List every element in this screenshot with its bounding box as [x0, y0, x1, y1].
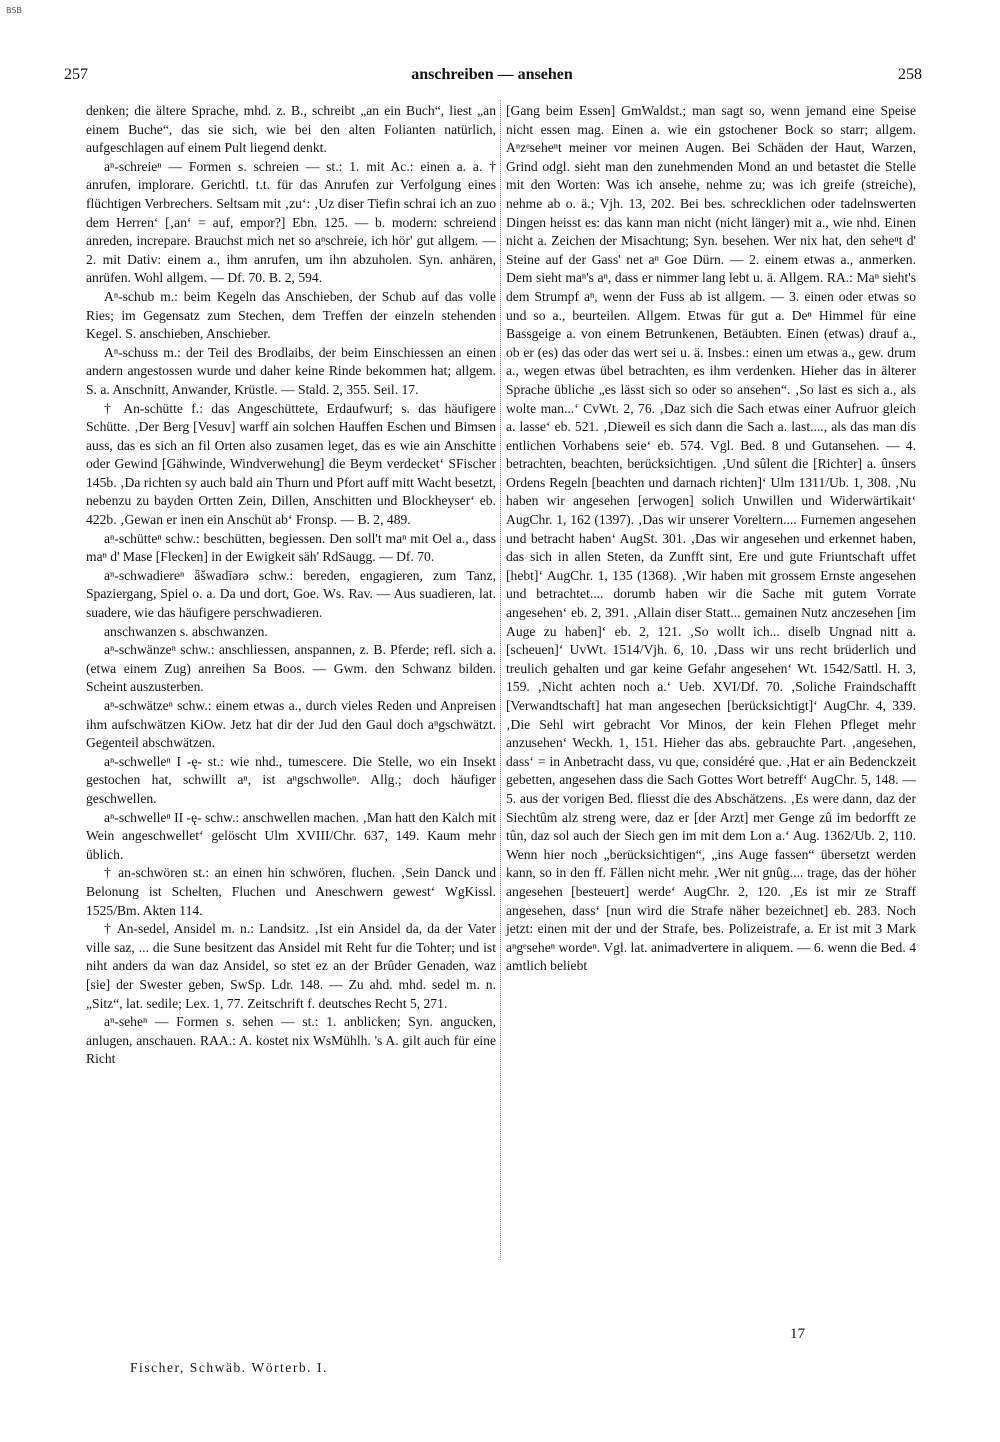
entry-anschreien: aⁿ-schreieⁿ — Formen s. schreien — st.: 1. mit Ac.: einen a. a. † anrufen, implorare. Gerichtl. t.t. für das Anrufen zur Verfolgung eines flüchtigen Verbrechers. Seltsam mit ‚zu‘: ‚Uz diser Tiefin schrai ich an zuo dem Herren‘ [‚an‘ = auf, empor?] Ebn. 125. — b. modern: schreiend anreden, increpare. Brauchst mich net so aⁿschreie, ich hör' gut allgem. — 2. mit Dativ: einem a., ihm anrufen, um ihn abzuholen. Syn. anhären, anrüfen. Wohl allgem. — Df. 70. B. 2, 594. [86, 158, 496, 286]
entry-ansehen: aⁿ-seheⁿ — Formen s. sehen — st.: 1. anblicken; Syn. angucken, anlugen, anschauen. RAA.: A. kostet nix WsMühlh. 's A. gilt auch für eine Richt [86, 1014, 496, 1067]
entry-anschuetten: aⁿ-schütteⁿ schw.: beschütten, begiessen. Den soll't maⁿ mit Oel a., dass maⁿ d' Mase [Flecken] in der Ewigkeit säh' RdSaugg. — Df. 70. [86, 530, 496, 565]
entry-anschwaenzen: aⁿ-schwänzeⁿ schw.: anschliessen, anspannen, z. B. Pferde; refl. sich a. (etwa einem Zug) anreihen Sa Boos. — Gwm. den Schwanz bilden. Scheint auszusterben. [86, 642, 496, 695]
entry-anschub: Aⁿ-schub m.: beim Kegeln das Anschieben, der Schub auf das volle Ries; im Gegensatz zum Stechen, dem Treffen der einzeln stehenden Kegel. S. anschieben, Anschieber. [86, 288, 496, 342]
entry-anschwaetzen: aⁿ-schwätzeⁿ schw.: einem etwas a., durch vieles Reden und Anpreisen ihm aufschwätzen KiOw. Jetz hat dir der Jud den Gaul doch aⁿgschwätzt. Gegenteil abschwätzen. [86, 698, 496, 751]
right-column [506, 102, 916, 976]
entry-anschwadieren: aⁿ-schwadiereⁿ ǟšwadīərə schw.: bereden, engagieren, zum Tanz, Spaziergang, Spiel o. a. Da und dort, Goe. Ws. Rav. — Aus suadieren, lat. suadere, wie das häufigere perschwadieren. [86, 567, 496, 621]
page-number-left: 257 [64, 66, 88, 83]
entry-ansedel: † An-sedel, Ansidel m. n.: Landsitz. ‚Ist ein Ansidel da, da der Vater ville saz, ... die Sune besitzent das Ansidel mit Reht fur die Tohter; und ist niht anders da wan daz Ansidel, so stet ez an der Brûder Genaden, waz [sie] der Swester geben, SwSp. Ldr. 148. — Zu ahd. mhd. sedel m. n. „Sitz“, lat. sedile; Lex. 1, 77. Zeitschrift f. deutsches Recht 5, 271. [86, 921, 496, 1011]
entry-anschwoeren: † an-schwören st.: an einen hin schwören, fluchen. ‚Sein Danck und Belonung ist Schelten, Fluchen und Aneschwern gewest‘ WgKissl. 1525/Bm. Akten 114. [86, 865, 496, 918]
entry-continuation: denken; die ältere Sprache, mhd. z. B., schreibt „an ein Buch“, liest „an einem Buche“, das sie sich, wie bei den alten Folianten natürlich, aufgeschlagen auf einem Pult liegend denkt. [86, 103, 496, 156]
entry-anschwellen-2: aⁿ-schwelleⁿ II -ę- schw.: anschwellen machen. ‚Man hatt den Kalch mit Wein angeschwellet‘ gelöscht Ulm XVIII/Chr. 637, 149. Kaum mehr üblich. [86, 809, 496, 862]
entry-anschwellen-1: aⁿ-schwelleⁿ I -ę- st.: wie nhd., tumescere. Die Stelle, wo ein Insekt gestochen hat, schwillt aⁿ, ist aⁿgschwolleⁿ. Allg.; doch häufiger geschwellen. [86, 753, 496, 806]
entry-anschuss: Aⁿ-schuss m.: der Teil des Brodlaibs, der beim Einschiessen an einen andern angestossen wurde und daher keine Rinde bekommen hat; allgem. S. a. Anschnitt, Anwander, Krüstle. — Stald. 2, 355. Seil. 17. [86, 344, 496, 397]
running-head: anschreiben — ansehen [411, 66, 573, 83]
left-column [86, 102, 496, 1069]
entry-anschuette-f: † An-schütte f.: das Angeschüttete, Erdaufwurf; s. das häufigere Schütte. ‚Der Berg [Vesuv] warff ain solchen Hauffen Eschen und Bimsen auss, das es sich an fil Orten also zusamen leget, das es wie ain Anschitte oder Gewind [Gähwinde, Windverwehung] die Beym verdecket‘ SFischer 145b. ‚Da richten sy auch bald ain Thurn und Pfort auff mitt Wacht besetzt, nebenzu zu bayden Ortten Zein, Dillen, Anschitten und Blockheyser‘ eb. 422b. ‚Gewan er inen ein Anschüt ab‘ Fronsp. — B. 2, 489. [86, 400, 497, 528]
library-stamp: BSB [6, 6, 22, 15]
page-number-right: 258 [898, 66, 922, 83]
entry-anschwanzen: anschwanzen s. abschwanzen. [104, 623, 268, 639]
column-divider [500, 100, 502, 1260]
footer-imprint: Fischer, Schwäb. Wörterb. I. [130, 1360, 328, 1375]
sheet-signature: 17 [790, 1326, 805, 1342]
page-header [62, 66, 922, 88]
entry-ansehen-continued: [Gang beim Essen] GmWaldst.; man sagt so, wenn jemand eine Speise nicht essen mag. Einen a. wie ein gstochener Bock so starr; allgem. Aⁿzᵉseheⁿt meiner vor meinen Augen. Bei Schäden der Haut, Warzen, Grind odgl. sieht man den zunehmenden Mond an und betastet die Stelle mit den Worten: Was ich ansehe, nehme zu; was ich greife (streiche), nehme ab o. ä.; Vjh. 13, 202. Bei bes. schrecklichen oder tadelnswerten Dingen heisst es: das kann man nicht (nicht länger) mit a., wie nhd. Einen nicht a. Zeichen der Misachtung; Syn. besehen. Wer nix hat, den seheⁿt d' Steine auf der Gass' net aⁿ Goe Dürn. — 2. einem etwas a., anmerken. Dem sieht maⁿ's aⁿ, dass er nimmer lang lebt u. ä. Allgem. RA.: Maⁿ sieht's dem Strumpf aⁿ, wenn der Fuss ab ist allgem. — 3. einen oder etwas so und so a., beurteilen. Allgem. Etwas für gut a. Deⁿ Himmel für eine Bassgeige a. von einem Betrunkenen, Betäubten. Einen (etwas) drauf a., ob er (es) das oder das wert sei u. ä. Insbes.: einen um etwas a., gew. drum a., wegen etwas übel betrachten, es ihm verdenken. Hieher das in älterer Sprache übliche „es lässt sich so oder so ansehen“. ‚So last es sich a., als wolte man...‘ CvWt. 2, 76. ‚Daz sich die Sach etwas einer Aufruor gleich a. lasse‘ eb. 521. ‚Dieweil es sich dann die Sach a. last...., als das man dis entlichen Vorhabens seie‘ eb. 574. Vgl. Bed. 8 und Gutansehen. — 4. betrachten, beachten, berücksichtigen. ‚Und sûlent die [Richter] a. ûnsers Ordens Regeln [beachten und darnach richten]‘ Ulm 1311/Ub. 1, 308. ‚Nu haben wir angesehen [erwogen] solich Unwillen und Widerwärtikait‘ AugChr. 1, 162 (1397). ‚Das wir unserer Voreltern.... Furnemen angesehen und betracht haben‘ AugSt. 301. ‚Das wir angesehen und erkennet haben, das sich in allen Steten, da Zunfft sint, Ere und gute Friuntschaft uffet [hebt]‘ AugChr. 1, 135 (1368). ‚Wir haben mit grossem Ernste angesehen und betrachtet.... dorumb haben wir die Sache mit gutem Vorrate angesehen‘ eb. 2, 391. ‚Allain diser Statt... gemainen Nutz anczesehen [im Auge zu haben]‘ eb. 2, 121. ‚So wollt ich... diselb Ungnad nitt a. [scheuen]‘ UvWt. 1514/Vjh. 6, 10. ‚Dass wir uns recht brüderlich und treulich gehalten und gar keine Gefahr angesehen‘ Wt. 1542/Sattl. H. 3, 159. ‚Nicht achten noch a.‘ Ueb. XVI/Df. 70. ‚Soliche Fraindschafft [Verwandtschaft] hat man angesechen [berücksichtigt]‘ AugChr. 4, 339. ‚Die Sehl wirt gebracht Vor Minos, der kein Flehen Pfleget mehr anzusehen‘ Weckh. 1, 151. Hieher das abs. gebrauchte Part. ‚angesehen, dass‘ = in Anbetracht dass, vu que, considéré que. ‚Hat er ain Bedenckzeit gebetten, angesehen dass die Sach Gottes Wort betreff‘ AugChr. 5, 148. — 5. aus der vorigen Bed. fliesst die des Abschätzens. ‚Es were dann, daz der Siechtûm alz streng were, daz er [der Arzt] mer Genge zû im bedorfft ze tûn, daz sol auch der Siech gen im mit dem Lon a.‘ Aug. 1362/Ub. 2, 110. Wenn hier noch „berücksichtigen“, „ins Auge fassen“ übersetzt werden kann, so in den ff. Fällen nicht mehr. ‚Wer nit gnûg.... trage, das der höher angesehen [besteuert] werde‘ AugChr. 2, 120. ‚Es ist mir ze Straff angesehen, dass‘ [nun wird die Strafe näher bezeichnet] eb. 283. Noch jetzt: einen mit der und der Strafe, bes. Polizeistrafe, a. Er ist mit 3 Mark aⁿgᵉseheⁿ wordeⁿ. Vgl. lat. animadvertere in aliquem. — 6. wenn die Bed. 4 amtlich beliebt [506, 103, 916, 974]
